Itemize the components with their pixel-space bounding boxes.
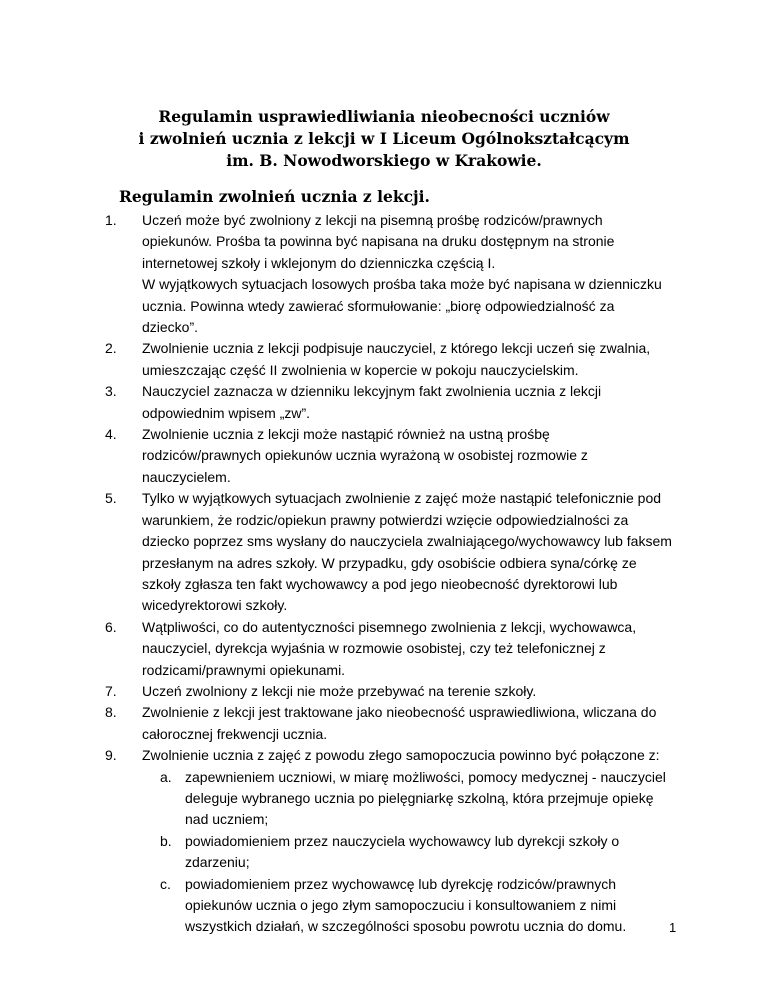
text-line: powiadomieniem przez wychowawcę lub dyrekcję rodziców/prawnych — [185, 875, 617, 892]
list-item-number: 4. — [105, 426, 117, 443]
list-item-number: 8. — [105, 704, 117, 721]
text-line: powiadomieniem przez nauczyciela wychowawcy lub dyrekcji szkoły o — [185, 832, 620, 849]
text-line: W wyjątkowych sytuacjach losowych prośba taka może być napisana w dzienniczku — [142, 276, 662, 293]
text-line: rodzicami/prawnymi opiekunami. — [142, 661, 346, 678]
text-line: Zwolnienie ucznia z lekcji podpisuje nauczyciel, z którego lekcji uczeń się zwalnia, — [142, 340, 651, 357]
text-line: Zwolnienie ucznia z lekcji może nastąpić również na ustną prośbę — [142, 426, 550, 443]
sub-list-item-text — [185, 874, 768, 938]
text-line: opiekunów. Prośba ta powinna być napisana na druku dostępnym na stronie — [142, 233, 615, 250]
title-line: im. B. Nowodworskiego w Krakowie. — [226, 151, 542, 170]
list-item — [0, 488, 768, 616]
text-line: dziecko poprzez sms wysłany do nauczyciela zwalniającego/wychowawcy lub faksem — [142, 533, 672, 550]
sub-list-item-letter: b. — [160, 832, 172, 849]
list-item-text — [142, 681, 687, 702]
text-line: deleguje wybranego ucznia po pielęgniarkę szkolną, która przejmuje opiekę — [185, 789, 654, 806]
sub-list-item — [0, 767, 768, 831]
text-line: Uczeń zwolniony z lekcji nie może przebywać na terenie szkoły. — [142, 682, 537, 699]
document-title — [0, 106, 768, 172]
text-line: wszystkich działań, w szczególności sposobu powrotu ucznia do domu. — [185, 918, 627, 935]
text-line: Tylko w wyjątkowych sytuacjach zwolnienie z zajęć może nastąpić telefonicznie pod — [142, 490, 662, 507]
section-heading: Regulamin zwolnień ucznia z lekcji. — [119, 187, 430, 206]
list-item — [0, 210, 768, 338]
list-item — [0, 338, 768, 381]
sub-list-item — [0, 874, 768, 938]
text-line: ucznia. Powinna wtedy zawierać sformułowanie: „biorę odpowiedzialność za — [142, 297, 615, 314]
list-item-number: 7. — [105, 682, 117, 699]
sub-list-item-text — [185, 767, 768, 831]
text-line: zapewnieniem uczniowi, w miarę możliwości, pomocy medycznej - nauczyciel — [185, 768, 666, 785]
list-item-text — [142, 617, 687, 681]
list-item-number: 5. — [105, 490, 117, 507]
list-item — [0, 381, 768, 424]
sub-list-item — [0, 831, 768, 874]
text-line: nauczyciel, dyrekcja wyjaśnia w rozmowie osobistej, czy też telefonicznej z — [142, 640, 606, 657]
text-line: Uczeń może być zwolniony z lekcji na pisemną prośbę rodziców/prawnych — [142, 212, 603, 228]
list-item-text — [142, 702, 687, 745]
text-line: wicedyrektorowi szkoły. — [142, 597, 288, 614]
title-line: Regulamin usprawiedliwiania nieobecności uczniów — [158, 107, 610, 126]
sub-list-item-text — [185, 831, 768, 874]
text-line: opiekunów ucznia o jego złym samopoczuciu i konsultowaniem z nimi — [185, 897, 617, 913]
text-line: nad uczniem; — [185, 811, 269, 828]
text-line: warunkiem, że rodzic/opiekun prawny potwierdzi wzięcie odpowiedzialności za — [142, 511, 629, 528]
text-line: umieszczając część II zwolnienia w kopercie w pokoju nauczycielskim. — [142, 361, 579, 378]
list-item-number: 3. — [105, 383, 117, 400]
text-line: szkoły zgłasza ten fakt wychowawcy a pod jego nieobecność dyrektorowi lub — [142, 575, 618, 592]
text-line: zdarzeniu; — [185, 854, 250, 871]
list-item-number: 1. — [105, 212, 117, 228]
text-line: Nauczyciel zaznacza w dzienniku lekcyjnym fakt zwolnienia ucznia z lekcji — [142, 383, 602, 400]
numbered-list — [0, 210, 768, 938]
page-number: 1 — [669, 920, 677, 935]
text-line: przesłanym na adres szkoły. W przypadku, gdy osobiście odbiera syna/córkę ze — [142, 554, 637, 571]
list-item-number: 2. — [105, 340, 117, 357]
list-item — [0, 702, 768, 745]
list-item-text — [142, 424, 687, 488]
title-line: i zwolnień ucznia z lekcji w I Liceum Ogólnokształcącym — [138, 129, 630, 148]
list-item — [0, 681, 768, 702]
text-line: Zwolnienie z lekcji jest traktowane jako nieobecność usprawiedliwiona, wliczana do — [142, 704, 657, 721]
text-line: całorocznej frekwencji ucznia. — [142, 725, 328, 742]
list-item-text — [142, 745, 687, 766]
text-line: internetowej szkoły i wklejonym do dzienniczka częścią I. — [142, 254, 496, 271]
list-item-number: 6. — [105, 618, 117, 635]
sub-list-item-letter: a. — [160, 768, 172, 785]
list-item-text — [142, 381, 687, 424]
sub-list-item-letter: c. — [160, 875, 171, 892]
list-item-text — [142, 488, 687, 616]
text-line: Wątpliwości, co do autentyczności pisemnego zwolnienia z lekcji, wychowawca, — [142, 618, 637, 635]
list-item-text — [142, 338, 687, 381]
text-line: rodziców/prawnych opiekunów ucznia wyrażoną w osobistej rozmowie z — [142, 447, 588, 464]
list-item — [0, 424, 768, 488]
text-line: odpowiednim wpisem „zw”. — [142, 404, 311, 421]
list-item — [0, 617, 768, 681]
list-item-text — [142, 210, 687, 338]
list-item-number: 9. — [105, 747, 117, 764]
list-item — [0, 745, 768, 766]
text-line: Zwolnienie ucznia z zajęć z powodu złego samopoczucia powinno być połączone z: — [142, 747, 660, 764]
text-line: nauczycielem. — [142, 468, 231, 485]
text-line: dziecko”. — [142, 319, 199, 336]
